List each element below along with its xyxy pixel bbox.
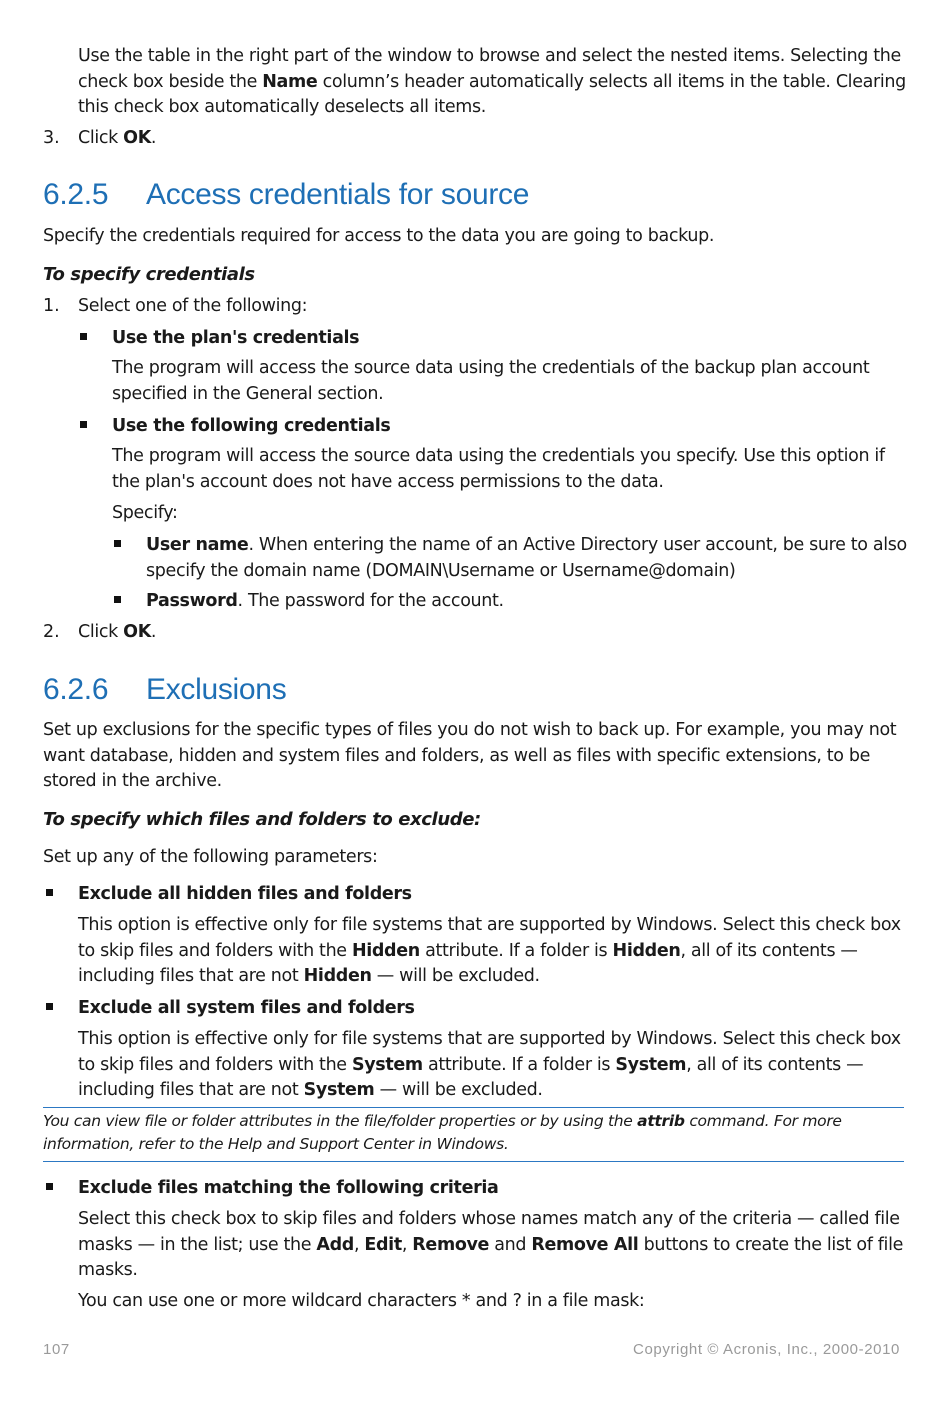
option-following-credentials-title: Use the following credentials — [112, 416, 391, 436]
section-626-intro: Set up exclusions for the specific types of files you do not wish to back up. For example, you may not want database, hidden and system files and folders, as well as files with specific extensions, to be stored in the archive. — [43, 720, 897, 791]
note-bottom-rule — [43, 1161, 904, 1162]
section-625-intro: Specify the credentials required for access to the data you are going to backup. — [43, 226, 715, 246]
password-item: Password. The password for the account. — [146, 591, 504, 611]
section-number: 6.2.6 — [43, 673, 109, 706]
section-626-heading — [43, 672, 286, 708]
username-item: User name. When entering the name of an Active Directory user account, be sure to also specify the domain name (DOMAIN\Username or Username@domain) — [146, 535, 907, 581]
attributes-note: You can view file or folder attributes in the file/folder properties or by using the attrib command. For more information, refer to the Help and Support Center in Windows. — [43, 1112, 842, 1153]
exclude-hidden-desc: This option is effective only for file systems that are supported by Windows. Select this check box to skip files and folders with the Hidden attribute. If a folder is Hidden, all of its contents — including files that are not Hidden — will be excluded. — [78, 915, 901, 986]
bullet-icon — [46, 1183, 53, 1190]
step-number: 3. — [43, 128, 60, 148]
bullet-icon — [80, 333, 87, 340]
attrib-command: attrib — [637, 1112, 685, 1130]
option-following-credentials-desc: The program will access the source data using the credentials you specify. Use this option if the plan's account does not have access permissions to the data. — [112, 446, 885, 492]
specify-label: Specify: — [112, 503, 178, 523]
step3-text: Click OK. — [78, 128, 157, 148]
name-column-term: Name — [262, 71, 318, 92]
option-plan-credentials-title: Use the plan's credentials — [112, 328, 360, 348]
step1-text: Select one of the following: — [78, 296, 308, 316]
exclude-criteria-title: Exclude files matching the following criteria — [78, 1178, 499, 1198]
bullet-icon — [114, 596, 121, 603]
page-number: 107 — [43, 1341, 70, 1358]
section-625-heading — [43, 177, 529, 213]
setup-text: Set up any of the following parameters: — [43, 847, 378, 867]
section-title: Exclusions — [146, 673, 287, 706]
step2-text: Click OK. — [78, 622, 157, 642]
bullet-icon — [80, 421, 87, 428]
exclude-system-title: Exclude all system files and folders — [78, 998, 415, 1018]
browse-paragraph: Use the table in the right part of the window to browse and select the nested items. Selecting the check box beside the Name column’s header automatically selects all items in the table. Clearing this check box automatically deselects all items. — [78, 46, 906, 117]
note-top-rule — [43, 1107, 904, 1108]
wildcard-text: You can use one or more wildcard characters * and ? in a file mask: — [78, 1291, 645, 1311]
section-title: Access credentials for source — [146, 178, 530, 211]
section-number: 6.2.5 — [43, 178, 109, 211]
option-plan-credentials-desc: The program will access the source data using the credentials of the backup plan account specified in the General section. — [112, 358, 870, 404]
bullet-icon — [46, 889, 53, 896]
exclude-criteria-desc: Select this check box to skip files and folders whose names match any of the criteria — called file masks — in the list; use the Add, Edit, Remove and Remove All buttons to create the list of file masks. — [78, 1209, 903, 1280]
step-number: 2. — [43, 622, 60, 642]
bullet-icon — [46, 1003, 53, 1010]
bullet-icon — [114, 540, 121, 547]
step-number: 1. — [43, 296, 60, 316]
procedure-title: To specify credentials — [43, 264, 255, 285]
procedure-title: To specify which files and folders to exclude: — [43, 809, 481, 830]
exclude-system-desc: This option is effective only for file systems that are supported by Windows. Select this check box to skip files and folders with the System attribute. If a folder is System, all of its contents — including files that are not System — will be excluded. — [78, 1029, 901, 1100]
exclude-hidden-title: Exclude all hidden files and folders — [78, 884, 412, 904]
copyright-text: Copyright © Acronis, Inc., 2000-2010 — [633, 1341, 900, 1358]
